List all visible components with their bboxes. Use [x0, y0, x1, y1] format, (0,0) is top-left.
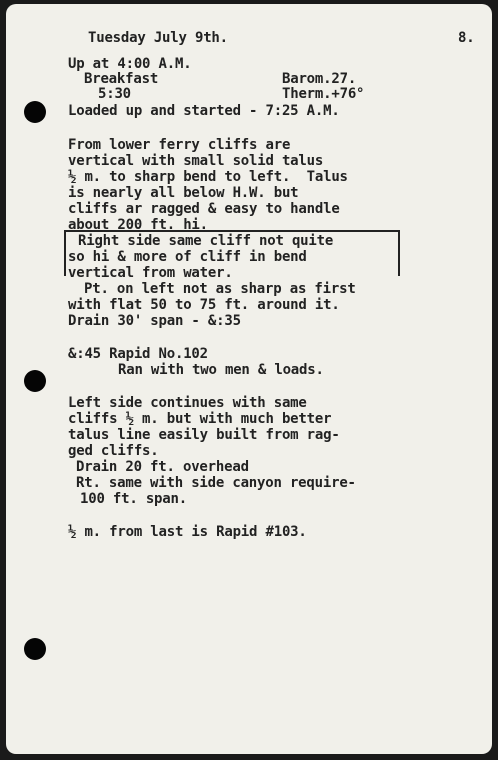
text-line: Loaded up and started - 7:25 A.M. [68, 103, 340, 119]
binder-hole-bottom [24, 638, 46, 660]
text-line: &:45 Rapid No.102 [68, 346, 208, 362]
text-line: Breakfast [84, 71, 159, 87]
text-line: ½ m. from last is Rapid #103. [68, 524, 307, 540]
text-line: Therm.+76° [282, 86, 365, 102]
text-line: Rt. same with side canyon require- [76, 475, 356, 491]
binder-hole-middle [24, 370, 46, 392]
entry-date: Tuesday July 9th. [88, 30, 228, 46]
text-line: Ran with two men & loads. [118, 362, 324, 378]
text-line: so hi & more of cliff in bend [68, 249, 307, 265]
text-line: Drain 20 ft. overhead [76, 459, 249, 475]
text-line: is nearly all below H.W. but [68, 185, 299, 201]
text-line: 5:30 [98, 86, 131, 102]
text-line: talus line easily built from rag- [68, 427, 340, 443]
text-line: cliffs ½ m. but with much better [68, 411, 332, 427]
text-line: vertical with small solid talus [68, 153, 324, 169]
text-line: Up at 4:00 A.M. [68, 56, 192, 72]
notebook-page [6, 4, 492, 754]
text-line: ½ m. to sharp bend to left. Talus [68, 169, 348, 185]
text-line: ged cliffs. [68, 443, 159, 459]
text-line: vertical from water. [68, 265, 233, 281]
text-line: Barom.27. [282, 71, 357, 87]
text-line: with flat 50 to 75 ft. around it. [68, 297, 340, 313]
text-line: 100 ft. span. [80, 491, 187, 507]
text-line: Drain 30' span - &:35 [68, 313, 241, 329]
text-line: cliffs ar ragged & easy to handle [68, 201, 340, 217]
text-line: Pt. on left not as sharp as first [84, 281, 356, 297]
text-line: about 200 ft. hi. [68, 217, 208, 233]
binder-hole-top [24, 101, 46, 123]
text-line: Left side continues with same [68, 395, 307, 411]
text-line: Right side same cliff not quite [78, 233, 334, 249]
text-line: From lower ferry cliffs are [68, 137, 291, 153]
page-number: 8. [458, 30, 475, 46]
